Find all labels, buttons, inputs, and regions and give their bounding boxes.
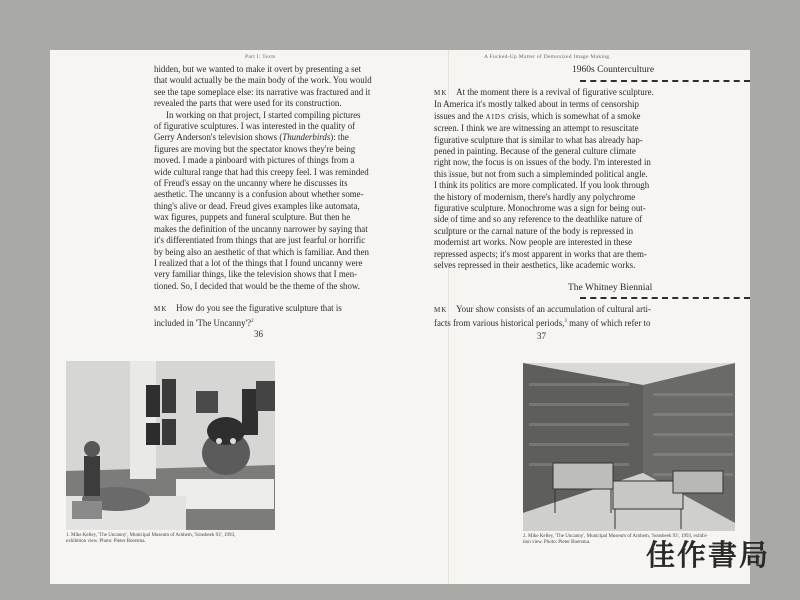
text-line: selves repressed in their aesthetics, like academic works. — [434, 260, 636, 271]
gallery-photo-graphic — [523, 363, 735, 531]
text-line: screen. I think we are witnessing an attempt to resuscitate — [434, 123, 639, 134]
exhibition-photo-right — [523, 363, 735, 531]
caption-line: tion view. Photo: Pieter Boersma. — [523, 540, 591, 546]
section-heading-counterculture: 1960s Counterculture — [572, 65, 655, 75]
text-line: wide cultural range that had this creepy feel. I was reminded — [154, 166, 369, 177]
footnote-ref: 2 — [251, 318, 254, 324]
text-line: pened in painting. Because of the general culture climate — [434, 146, 636, 157]
text-line: very familiar things, like the television shows that I men- — [154, 269, 358, 280]
caption-line: exhibition view. Photo: Pieter Boersma. — [66, 539, 146, 545]
left-body-text — [154, 64, 416, 329]
text-line — [434, 304, 694, 316]
text-line: I realized that a lot of the things that I found uncanny were — [154, 257, 363, 268]
photo-caption-left — [66, 533, 281, 546]
book-spread — [50, 50, 750, 584]
italic-title: Thunderbirds — [282, 132, 331, 143]
text-line: moved. I made a pinboard with pictures of things from a — [154, 155, 355, 166]
text-line — [154, 303, 416, 315]
text-run: included in 'The Uncanny'? — [154, 317, 252, 328]
text-run: facts from various historical periods, — [434, 318, 565, 329]
text-line — [434, 111, 694, 123]
text-line: tioned. So, I decided that would be the theme of the show. — [154, 280, 360, 291]
section-heading-whitney: The Whitney Biennial — [568, 283, 653, 293]
exhibition-photo-left — [66, 361, 275, 530]
text-line: of Freud's essay on the uncanny where he discusses its — [154, 178, 348, 189]
small-caps-text: AIDS — [485, 112, 506, 121]
publisher-watermark: 佳作書局 — [645, 538, 770, 572]
caption-line: 2. Mike Kelley, 'The Uncanny', Municipal Museum of Arnhem, 'Sonsbeek 93', 1993, exhibi- — [523, 534, 708, 539]
text-line: by being also an aesthetic of that which is familiar. And then — [154, 246, 369, 257]
text-run: How do you see the figurative sculpture that is — [176, 303, 342, 314]
text-line: it's differentiated from things that are just fearful or horrific — [154, 235, 366, 246]
text-line: hidden, but we wanted to make it overt by presenting a set — [154, 64, 362, 74]
text-run: At the moment there is a revival of figurative sculpture. — [456, 87, 654, 97]
text-line: makes the definition of the uncanny narrower by saying that — [154, 223, 368, 234]
text-line: aesthetic. The uncanny is a confusion about whether some- — [154, 189, 364, 200]
text-line: modernist art works. Now people are interested in these — [434, 237, 632, 248]
text-run: crisis, which is somewhat of a smoke — [505, 110, 641, 121]
speaker-label: MK — [434, 89, 448, 97]
text-line: figures are moving but the spectator knows they're being — [154, 143, 356, 154]
right-running-head: A Fucked-Up Matter of Demonized Image Making — [484, 54, 610, 60]
speaker-label: MK — [434, 306, 448, 314]
text-line: that would actually be the main body of the work. You would — [154, 75, 372, 86]
page-number-right: 37 — [537, 331, 546, 341]
text-line — [154, 132, 416, 143]
text-line: In working on that project, I started compiling pictures — [166, 109, 361, 120]
text-line: see the tape someplace else: its narrative was fractured and it — [154, 86, 371, 97]
caption-line: 1. Mike Kelley, 'The Uncanny', Municipal Museum of Arnhem, 'Sonsbeek 93', 1993, — [66, 533, 236, 538]
text-line: wax figures, puppets and funeral sculpture. But then he — [154, 212, 351, 223]
text-line: this issue, but not from such a simpleminded political angle. — [434, 168, 648, 179]
text-line: repressed aspects; it's most apparent in works that are them- — [434, 248, 647, 259]
section-rule — [580, 297, 750, 299]
text-run: many of which refer to — [566, 318, 651, 329]
text-line: figurative sculpture. Monochrome was a sign for being out- — [434, 203, 646, 214]
speaker-label: MK — [154, 305, 168, 314]
text-line: In America it's mostly talked about in terms of censorship — [434, 99, 639, 110]
gallery-photo-graphic — [66, 361, 275, 530]
text-line: side of time and so any reference to the deathlike nature of — [434, 214, 643, 225]
text-run: Gerry Anderson's television shows ( — [154, 132, 283, 143]
page-number-left: 36 — [254, 329, 263, 339]
text-line: I think its politics are more complicated. If you look through — [434, 180, 650, 191]
text-line: sculpture or the carnal nature of the body is repressed in — [434, 225, 634, 236]
text-run: issues and the — [434, 110, 486, 121]
text-line — [434, 316, 694, 329]
text-line — [434, 87, 694, 99]
text-line: thing's alive or dead. Freud gives examples like automata, — [154, 200, 360, 211]
text-line: of figurative sculptures. I was interested in the quality of — [154, 121, 356, 132]
text-line: the history of modernism, there's hardly any polychrome — [434, 191, 636, 202]
text-run: Your show consists of an accumulation of cultural arti- — [456, 304, 651, 314]
left-running-head: Part I: Texts — [245, 54, 276, 60]
text-line — [154, 316, 416, 329]
text-line: right now, the focus is on issues of the body. I'm interested in — [434, 157, 651, 168]
right-body-text — [434, 87, 694, 272]
text-run: ): the — [330, 132, 349, 143]
footnote-ref: 3 — [564, 319, 567, 325]
section-rule — [580, 80, 750, 82]
right-body-text-2 — [434, 304, 694, 330]
text-line: revealed the parts that were used for its construction. — [154, 98, 342, 109]
text-line: figurative sculpture that is similar to what has already hap- — [434, 134, 643, 145]
